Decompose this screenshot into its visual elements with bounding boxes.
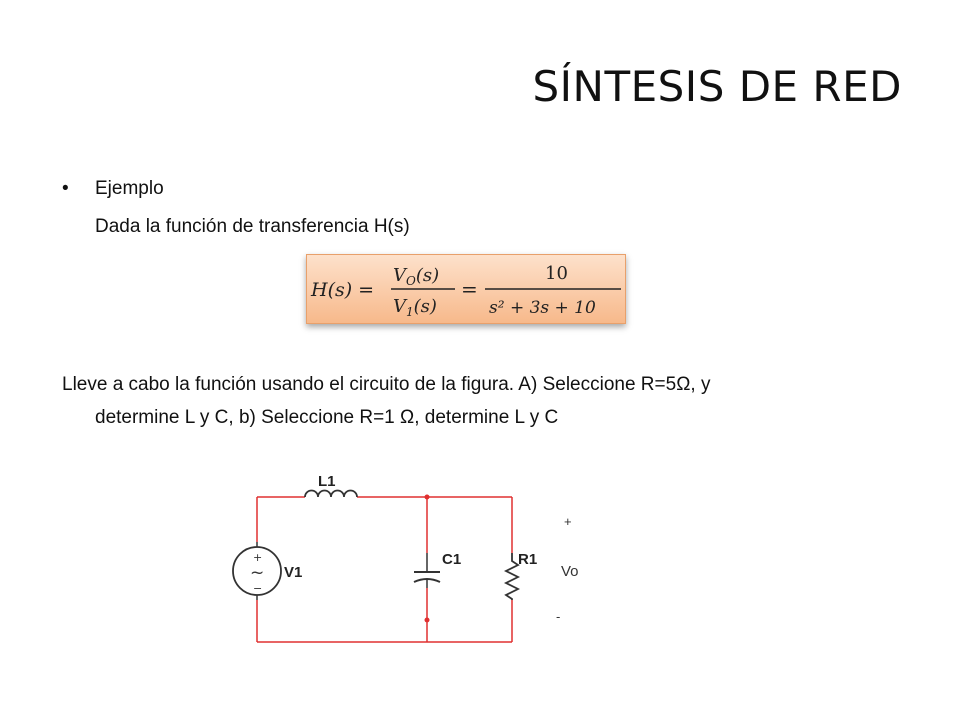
transfer-function-intro: Dada la función de transferencia H(s) — [95, 216, 410, 237]
source-plus-sign: + — [253, 551, 263, 564]
resistor-symbol — [506, 553, 518, 600]
source-label: V1 — [284, 564, 303, 581]
formula-den1: $V_1(s)$ — [393, 296, 437, 319]
resistor-label: R1 — [518, 551, 538, 568]
transfer-function-formula — [306, 254, 626, 324]
output-minus: - — [556, 609, 561, 624]
node-top — [425, 495, 430, 500]
inductor-label: L1 — [318, 473, 336, 490]
bullet-text: Ejemplo — [95, 178, 164, 199]
circuit-diagram — [220, 460, 600, 660]
formula-svg — [307, 255, 625, 323]
formula-den2: s² + 3s + 10 — [489, 298, 596, 318]
formula-equals: = — [461, 277, 478, 301]
source-minus-sign: − — [253, 582, 263, 595]
capacitor-label: C1 — [442, 551, 462, 568]
bullet-marker: • — [62, 178, 69, 199]
formula-num1: $V_O(s)$ — [393, 265, 440, 288]
node-bottom — [425, 618, 430, 623]
output-plus: + — [564, 514, 572, 529]
formula-lhs: H(s) = — [311, 279, 375, 301]
instructions-line-1: Lleve a cabo la función usando el circuito de la figura. A) Seleccione R=5Ω, y — [62, 374, 711, 395]
instructions-line-2: determine L y C, b) Seleccione R=1 Ω, determine L y C — [95, 407, 559, 428]
slide-title: SÍNTESIS DE RED — [532, 62, 902, 111]
formula-num2: 10 — [545, 263, 568, 284]
inductor-symbol — [305, 491, 357, 498]
instructions-paragraph — [62, 368, 922, 434]
source-tilde: ~ — [250, 563, 265, 583]
output-label: Vo — [561, 563, 579, 580]
